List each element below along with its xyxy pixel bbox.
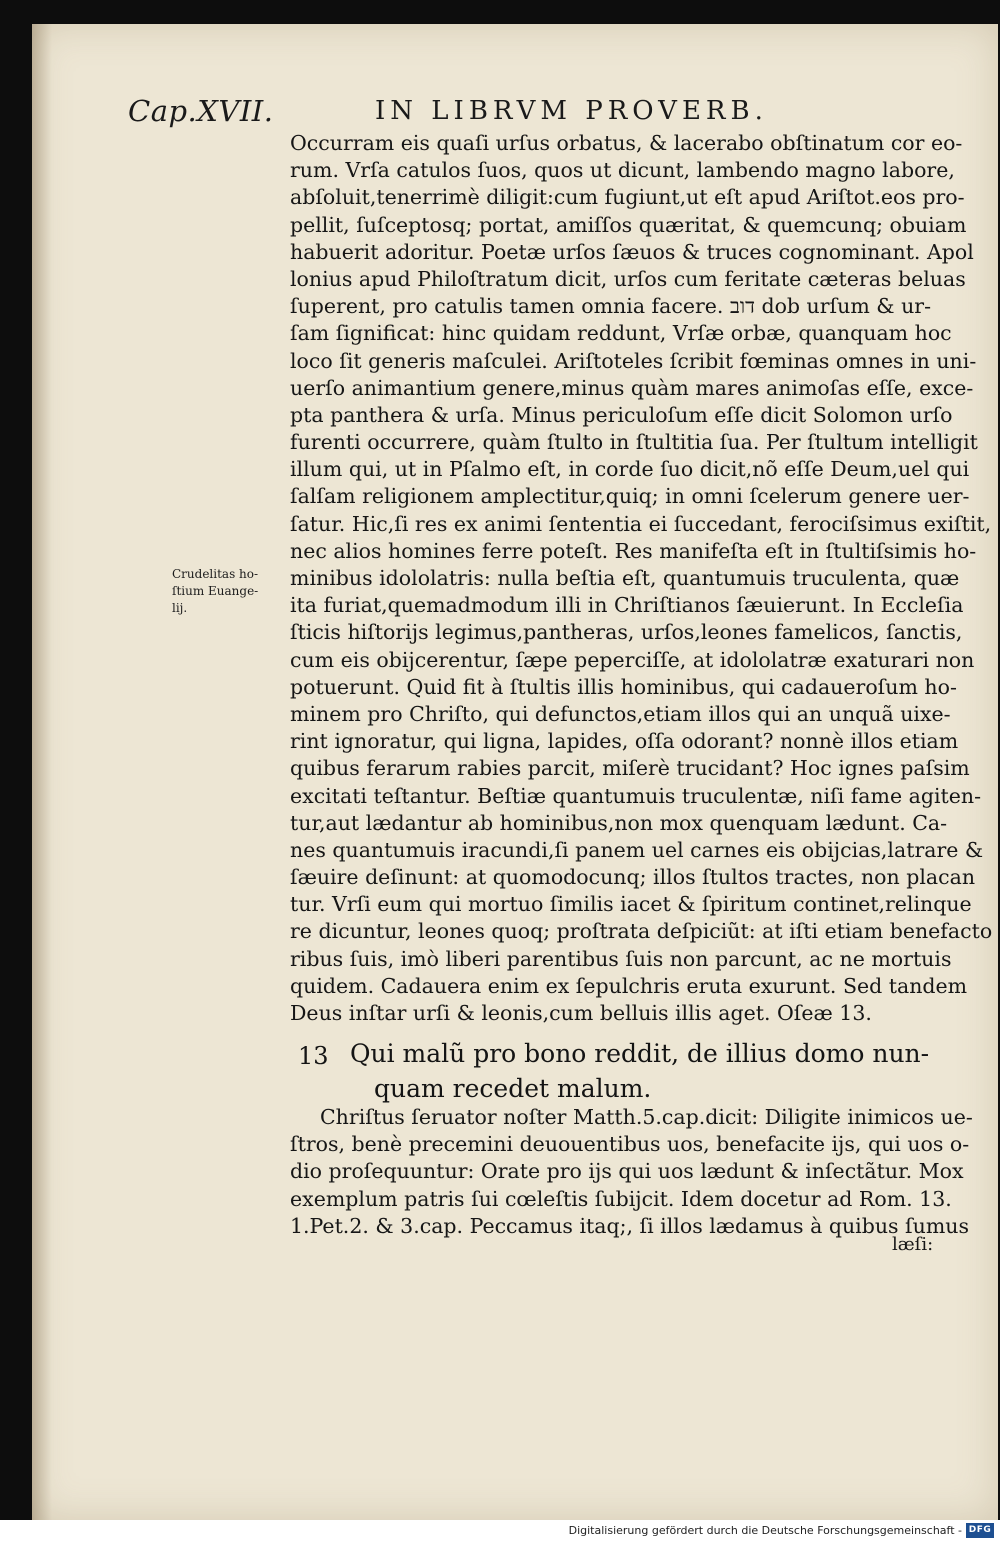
margin-note — [172, 566, 272, 617]
text-line: potuerunt. Quid fit à ſtultis illis hominibus, qui cadaueroſum ho- — [290, 674, 957, 699]
running-title: IN LIBRVM PROVERB. — [375, 96, 768, 126]
text-line: Occurram eis quaſi urſus orbatus, & lacerabo obſtinatum cor eo- — [290, 131, 963, 155]
chapter-label: Cap.XVII. — [128, 94, 274, 128]
text-line: abſoluit,tenerrimè diligit:cum fugiunt,ut eſt apud Ariſtot.eos pro- — [290, 185, 965, 210]
funding-credit: Digitalisierung gefördert durch die Deutsche Forschungsgemeinschaft - — [568, 1524, 962, 1537]
text-line: quibus ferarum rabies parcit, miſerè trucidant? Hoc ignes paſsim — [290, 756, 970, 781]
text-line: lij. — [172, 601, 188, 615]
text-line: minem pro Chriſto, qui defunctos,etiam illos qui an unquã uixe- — [290, 701, 951, 726]
text-line: ſuperent, pro catulis tamen omnia facere. דוב dob urſum & ur- — [290, 294, 931, 319]
text-line: tur. Vrſi eum qui mortuo ſimilis iacet & ſpiritum continet,relinque — [290, 892, 972, 917]
page-header — [128, 94, 828, 134]
footer-bar — [0, 1520, 1000, 1543]
text-line: ſatur. Hic,ſi res ex animi ſententia ei ſuccedant, ferociſsimus exiſtit, — [290, 511, 992, 536]
text-line: uerſo animantium genere,minus quàm mares animoſas eſſe, exce- — [290, 375, 974, 400]
text-line: furenti occurrere, quàm ſtulto in ſtultitia ſua. Per ſtultum intelligit — [290, 430, 978, 455]
text-line: ſticis hiſtorijs legimus,pantheras, urſos,leones famelicos, ſanctis, — [290, 620, 963, 645]
text-line: illum qui, ut in Pſalmo eſt, in corde ſuo dicit,nõ eſſe Deum,uel qui — [290, 457, 970, 482]
text-line: nes quantumuis iracundi,ſi panem uel carnes eis obijcias,latrare & — [290, 837, 984, 862]
text-line: ſtros, benè precemini deuouentibus uos, benefacite ijs, qui uos o- — [290, 1132, 970, 1157]
text-line: rum. Vrſa catulos ſuos, quos ut dicunt, lambendo magno labore, — [290, 158, 955, 183]
text-line: rint ignoratur, qui ligna, lapides, oſſa odorant? nonnè illos etiam — [290, 729, 959, 754]
text-line: ſam ſignificat: hinc quidam reddunt, Vrſæ orbæ, quanquam hoc — [290, 321, 952, 346]
text-line: quidem. Cadauera enim ex ſepulchris eruta exurunt. Sed tandem — [290, 973, 968, 998]
text-line: exemplum patris ſui cœleſtis ſubijcit. Idem docetur ad Rom. 13. — [290, 1186, 952, 1211]
text-line: ſæuire deſinunt: at quomodocunq; illos ſtultos tractes, non placan — [290, 865, 976, 890]
dfg-logo: DFG — [966, 1523, 994, 1538]
text-line: Qui malũ pro bono reddit, de illius domo nun- — [350, 1039, 930, 1068]
text-line: ſalſam religionem amplectitur,quiq; in omni ſcelerum genere uer- — [290, 484, 970, 509]
text-line: re dicuntur, leones quoq; proſtrata deſpiciũt: at iſti etiam benefacto — [290, 919, 993, 944]
text-line: lonius apud Philoſtratum dicit, urſos cum feritate cæteras beluas — [290, 266, 966, 291]
text-line: quam recedet malum. — [374, 1074, 652, 1103]
text-line: excitati teſtantur. Beſtiæ quantumuis truculentæ, niſi fame agiten- — [290, 783, 982, 808]
text-line: Deus inſtar urſi & leonis,cum belluis illis aget. Oſeæ 13. — [290, 1001, 872, 1025]
verse-number: 13 — [298, 1042, 329, 1070]
commentary-text — [290, 1104, 973, 1240]
text-line: nec alios homines ferre poteſt. Res manifeſta eſt in ſtultiſsimis ho- — [290, 538, 977, 563]
text-line: cum eis obijcerentur, ſæpe peperciſſe, at idololatræ exaturari non — [290, 647, 975, 672]
text-line: dio proſequuntur: Orate pro ijs qui uos lædunt & inſectãtur. Mox — [290, 1159, 964, 1184]
text-line: Chriſtus ſeruator noſter Matth.5.cap.dicit: Diligite inimicos ue- — [320, 1105, 973, 1129]
text-line: ſtium Euange- — [172, 584, 259, 598]
text-line: tur,aut lædantur ab hominibus,non mox quenquam lædunt. Ca- — [290, 810, 948, 835]
text-line: loco ſit generis maſculei. Ariſtoteles ſcribit fœminas omnes in uni- — [290, 348, 977, 373]
text-line: 1.Pet.2. & 3.cap. Peccamus itaq;, ſi illos lædamus à quibus ſumus — [290, 1213, 970, 1238]
text-line: Crudelitas ho- — [172, 567, 259, 581]
text-line: pellit, ſuſceptosq; portat, amiſſos quæritat, & quemcunq; obuiam — [290, 212, 967, 237]
catchword: læſi: — [892, 1234, 934, 1255]
text-line: ribus ſuis, imò liberi parentibus ſuis non parcunt, ac ne mortuis — [290, 946, 952, 971]
text-line: habuerit adoritur. Poetæ urſos ſæuos & truces cognominant. Apol — [290, 239, 974, 264]
text-line: ita furiat,quemadmodum illi in Chriſtianos ſæuierunt. In Eccleſia — [290, 593, 964, 618]
body-text — [290, 130, 993, 1027]
text-line: minibus idololatris: nulla beſtia eſt, quantumuis truculenta, quæ — [290, 566, 960, 590]
text-line: pta panthera & urſa. Minus periculoſum eſſe dicit Solomon urſo — [290, 402, 953, 427]
verse-text — [350, 1036, 929, 1106]
